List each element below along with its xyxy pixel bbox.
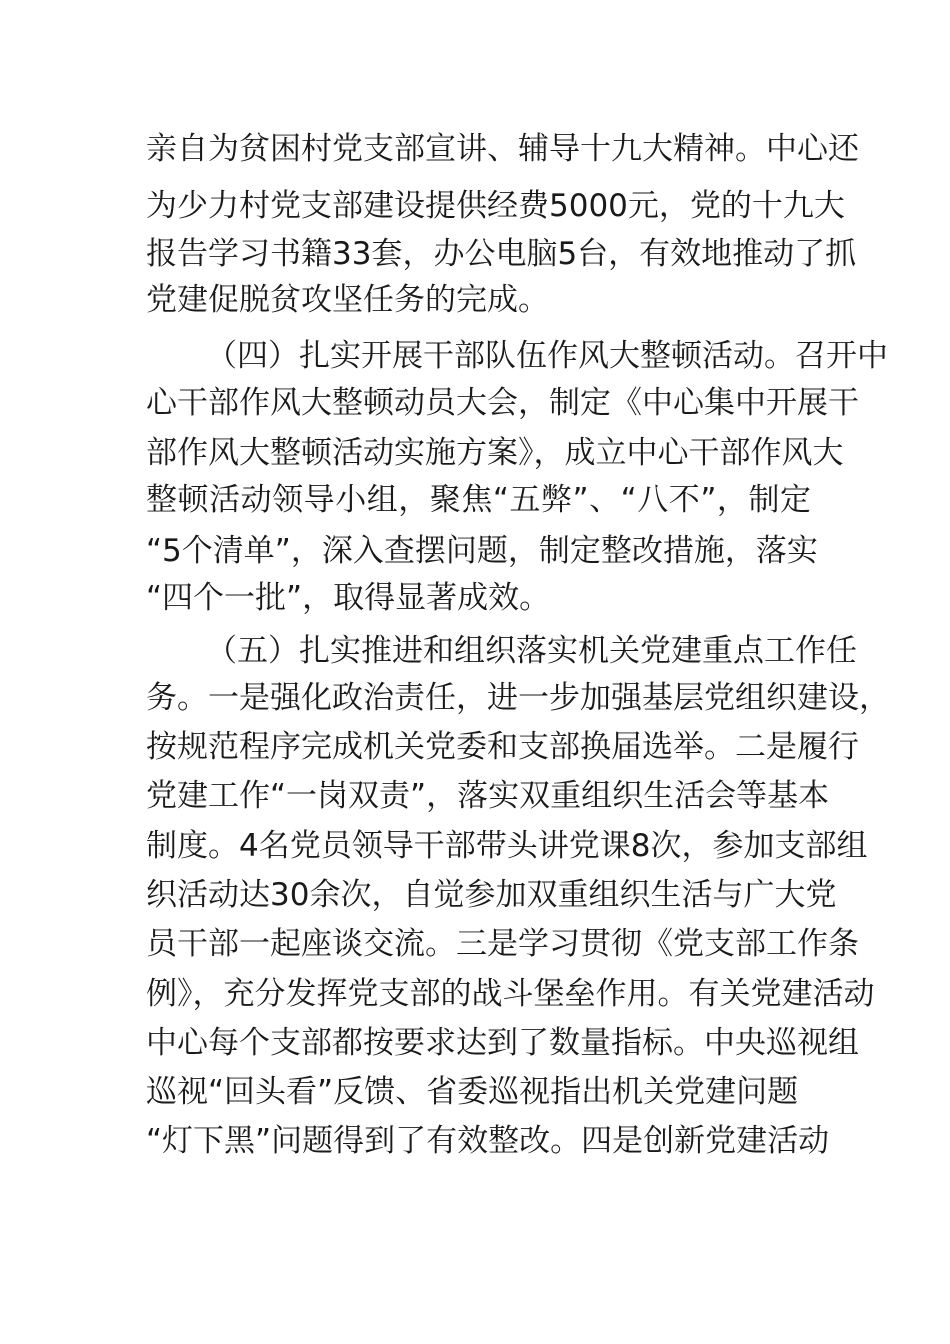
text-line: 心干部作风大整顿动员大会，制定《中心集中开展干: [146, 385, 859, 421]
text-line: “灯下黑”问题得到了有效整改。四是创新党建活动: [146, 1123, 830, 1159]
text-line: 织活动达30余次，自觉参加双重组织生活与广大党: [146, 877, 837, 913]
text-line: 部作风大整顿活动实施方案》，成立中心干部作风大: [146, 435, 844, 471]
text-line: “四个一批”，取得显著成效。: [146, 580, 551, 616]
text-line: 报告学习书籍33套，办公电脑5台，有效地推动了抓: [146, 236, 857, 272]
text-line: 为少力村党支部建设提供经费5000元，党的十九大: [146, 188, 845, 224]
text-line: 务。一是强化政治责任，进一步加强基层党组织建设，: [146, 680, 890, 716]
text-line: 员干部一起座谈交流。三是学习贯彻《党支部工作条: [146, 926, 859, 962]
text-line: 整顿活动领导小组，聚焦“五弊”、“八不”，制定: [146, 482, 811, 518]
text-line: 制度。4名党员领导干部带头讲党课8次，参加支部组: [146, 828, 868, 864]
paragraph-heading: （五）扎实推进和组织落实机关党建重点工作任: [206, 633, 857, 669]
paragraph-heading: （四）扎实开展干部队伍作风大整顿活动。召开中: [206, 338, 888, 374]
text-line: 亲自为贫困村党支部宣讲、辅导十九大精神。中心还: [146, 131, 859, 167]
text-line: 党建促脱贫攻坚任务的完成。: [146, 282, 549, 318]
text-line: 按规范程序完成机关党委和支部换届选举。二是履行: [146, 729, 859, 765]
text-line: 例》，充分发挥党支部的战斗堡垒作用。有关党建活动: [146, 976, 875, 1012]
text-line: 巡视“回头看”反馈、省委巡视指出机关党建问题: [146, 1074, 799, 1110]
text-line: 中心每个支部都按要求达到了数量指标。中央巡视组: [146, 1025, 859, 1061]
text-line: 党建工作“一岗双责”，落实双重组织生活会等基本: [146, 778, 830, 814]
text-line: “5个清单”，深入查摆问题，制定整改措施，落实: [146, 533, 818, 569]
